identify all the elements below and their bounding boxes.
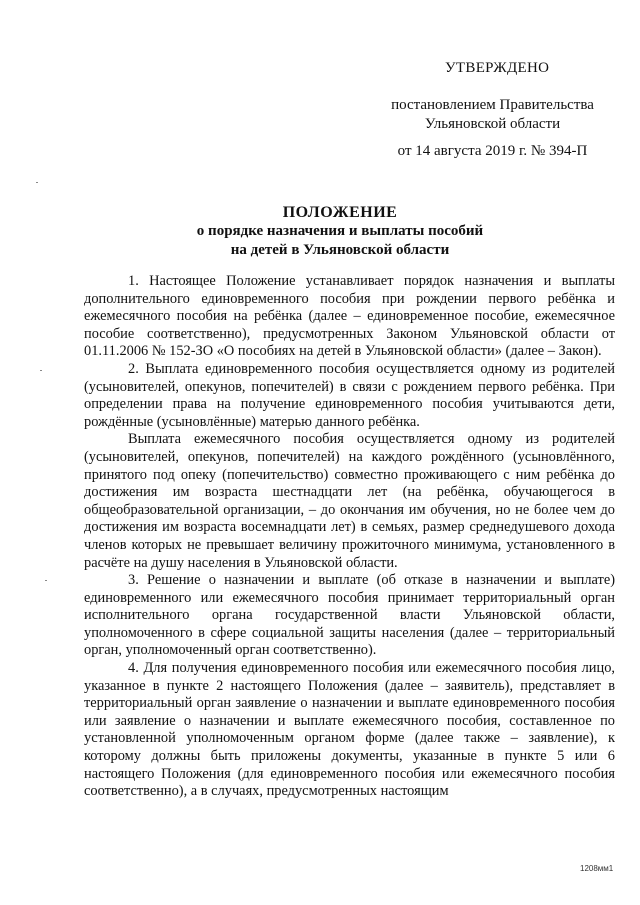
- approval-decree: [355, 96, 630, 134]
- paragraph-3: Выплата ежемесячного пособия осуществляется одному из родителей (усыновителей, опекунов, попечителей) на каждого рождённого (усыновлённого, принятого под опеку (попечительство) совместно проживающего с ним ребёнка до достижения им возраста шестнадцати лет (на ребёнка, обучающегося в общеобразовательной организации, – до окончания им обучения, но не более чем до достижения им возраста восемнадцати лет) в семьях, размер среднедушевого дохода членов которых не превышает величину прожиточного минимума, установленного в расчёте на душу населения в Ульяновской области.: [84, 431, 615, 571]
- scan-speck: [40, 370, 42, 371]
- footer-code: 1208мм1: [580, 864, 614, 873]
- scan-speck: [36, 182, 38, 183]
- decree-date: от 14 августа 2019 г. № 394-П: [397, 143, 588, 159]
- paragraph-1: 1. Настоящее Положение устанавливает порядок назначения и выплаты дополнительного единовременного пособия при рождении первого ребёнка и ежемесячного пособия на ребёнка (далее – единовременное пособие, ежемесячное пособие соответственно), предусмотренных Законом Ульяновской области от 01.11.2006 № 152-ЗО «О пособиях на детей в Ульяновской области» (далее – Закон).: [84, 273, 615, 360]
- scan-speck: [45, 580, 47, 581]
- title-line-1: ПОЛОЖЕНИЕ: [282, 204, 398, 221]
- paragraph-5: 4. Для получения единовременного пособия или ежемесячного пособия лицо, указанное в пункте 2 настоящего Положения (далее – заявитель), представляет в территориальный орган заявление о назначении и выплате единовременного пособия или заявление о назначении и выплате ежемесячного пособия, составленное по установленной уполномоченным органом форме (далее также – заявление), к которому должны быть приложены документы, указанные в пункте 5 или 6 настоящего Положения (для единовременного пособия или ежемесячного пособия соответственно), а в случаях, предусмотренных настоящим: [84, 660, 615, 800]
- paragraph-2: 2. Выплата единовременного пособия осуществляется одному из родителей (усыновителей, опекунов, попечителей) в связи с рождением первого ребёнка. При определении права на получение единовременного пособия учитываются дети, рождённые (усыновлённые) матерью данного ребёнка.: [84, 360, 615, 430]
- document-title: [60, 203, 620, 260]
- paragraph-4: 3. Решение о назначении и выплате (об отказе в назначении и выплате) единовременного или ежемесячного пособия принимает территориальный орган исполнительного органа государственной власти Ульяновской области, уполномоченного в сфере социальной защиты населения (далее – территориальный орган, уполномоченный орган соответственно).: [84, 572, 615, 659]
- decree-line-1: постановлением Правительства: [391, 97, 594, 113]
- approval-stamp: УТВЕРЖДЕНО: [445, 60, 550, 76]
- decree-line-2: Ульяновской области: [424, 116, 561, 132]
- title-line-3: на детей в Ульяновской области: [230, 242, 450, 258]
- title-line-2: о порядке назначения и выплаты пособий: [196, 223, 484, 239]
- document-body: [84, 273, 615, 801]
